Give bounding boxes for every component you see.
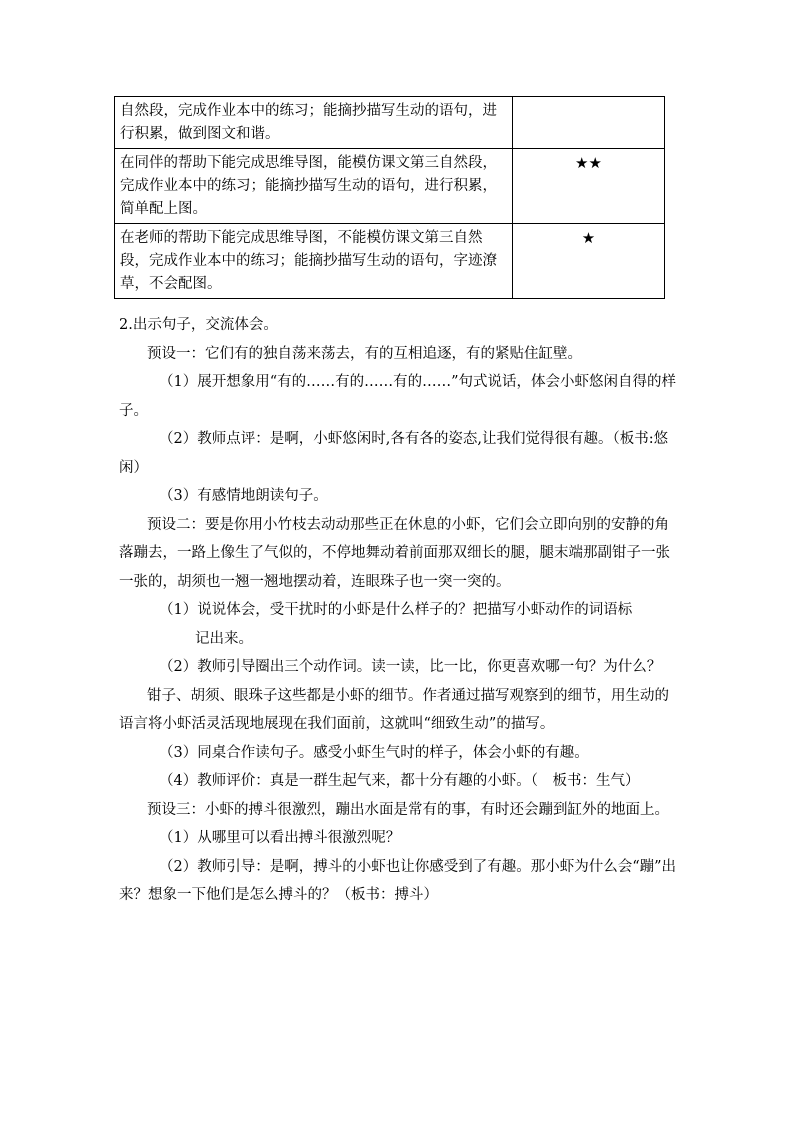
preset-three-item-1: （1）从哪里可以看出搏斗很激烈呢？ — [159, 830, 401, 846]
preset-one-item-1: （1）展开想象用“有的……有的……有的……”句式说话，体会小虾悠闲自得的样子。 — [119, 374, 677, 419]
preset-two-item-2: （2）教师引导圈出三个动作词。读一读，比一比，你更喜欢哪一句？为什么？ — [159, 659, 662, 675]
preset-three: 预设三：小虾的搏斗很激烈，蹦出水面是常有的事，有时还会蹦到缸外的地面上。 — [147, 801, 669, 818]
criteria-cell: 在同伴的帮助下能完成思维导图，能模仿课文第三自然段，完成作业本中的练习；能摘抄描写生动的语句，进行积累，简单配上图。 — [115, 149, 513, 224]
preset-two-note: 钳子、胡须、眼珠子这些都是小虾的细节。作者通过描写观察到的细节，用生动的语言将小虾活灵活现地展现在我们面前，这就叫“细致生动”的描写。 — [119, 687, 669, 732]
star-rating-cell — [513, 97, 665, 149]
table-row — [115, 97, 665, 149]
preset-two-item-3: （3）同桌合作读句子。感受小虾生气时的样子，体会小虾的有趣。 — [159, 744, 589, 761]
preset-two-item-1: （1）说说体会，受干扰时的小虾是什么样子的？把描写小虾动作的词语标 — [159, 602, 633, 618]
lesson-body — [119, 311, 679, 910]
star-rating-cell: ★ — [513, 224, 665, 299]
criteria-cell: 在老师的帮助下能完成思维导图，不能模仿课文第三自然段，完成作业本中的练习；能摘抄描写生动的语句，字迹潦草，不会配图。 — [115, 224, 513, 299]
star-rating-cell: ★★ — [513, 149, 665, 224]
criteria-cell: 自然段，完成作业本中的练习；能摘抄描写生动的语句，进行积累，做到图文和谐。 — [115, 97, 513, 149]
table-row — [115, 149, 665, 224]
preset-three-item-2: （2）教师引导：是啊，搏斗的小虾也让你感受到了有趣。那小虾为什么会“蹦”出来？想象一下他们是怎么搏斗的？（板书：搏斗） — [119, 858, 677, 903]
step-heading: 2.出示句子，交流体会。 — [119, 317, 278, 333]
preset-two: 预设二：要是你用小竹枝去动动那些正在休息的小虾，它们会立即向别的安静的角落蹦去，一路上像生了气似的，不停地舞动着前面那双细长的腿，腿末端那副钳子一张一张的，胡须也一翘一翘地摆动着，连眼珠子也一突一突的。 — [119, 516, 670, 590]
table-row — [115, 224, 665, 299]
preset-two-item-1-cont: 记出来。 — [195, 630, 253, 647]
preset-two-item-4: （4）教师评价：真是一群生起气来，都十分有趣的小虾。（ 板书：生气） — [159, 773, 640, 789]
preset-one-item-2: （2）教师点评：是啊，小虾悠闲时,各有各的姿态,让我们觉得很有趣。（板书:悠闲） — [119, 431, 669, 476]
preset-one-item-3: （3）有感情地朗读句子。 — [159, 488, 328, 504]
preset-one: 预设一：它们有的独自荡来荡去，有的互相追逐，有的紧贴住缸壁。 — [147, 345, 582, 362]
evaluation-table — [114, 96, 665, 299]
